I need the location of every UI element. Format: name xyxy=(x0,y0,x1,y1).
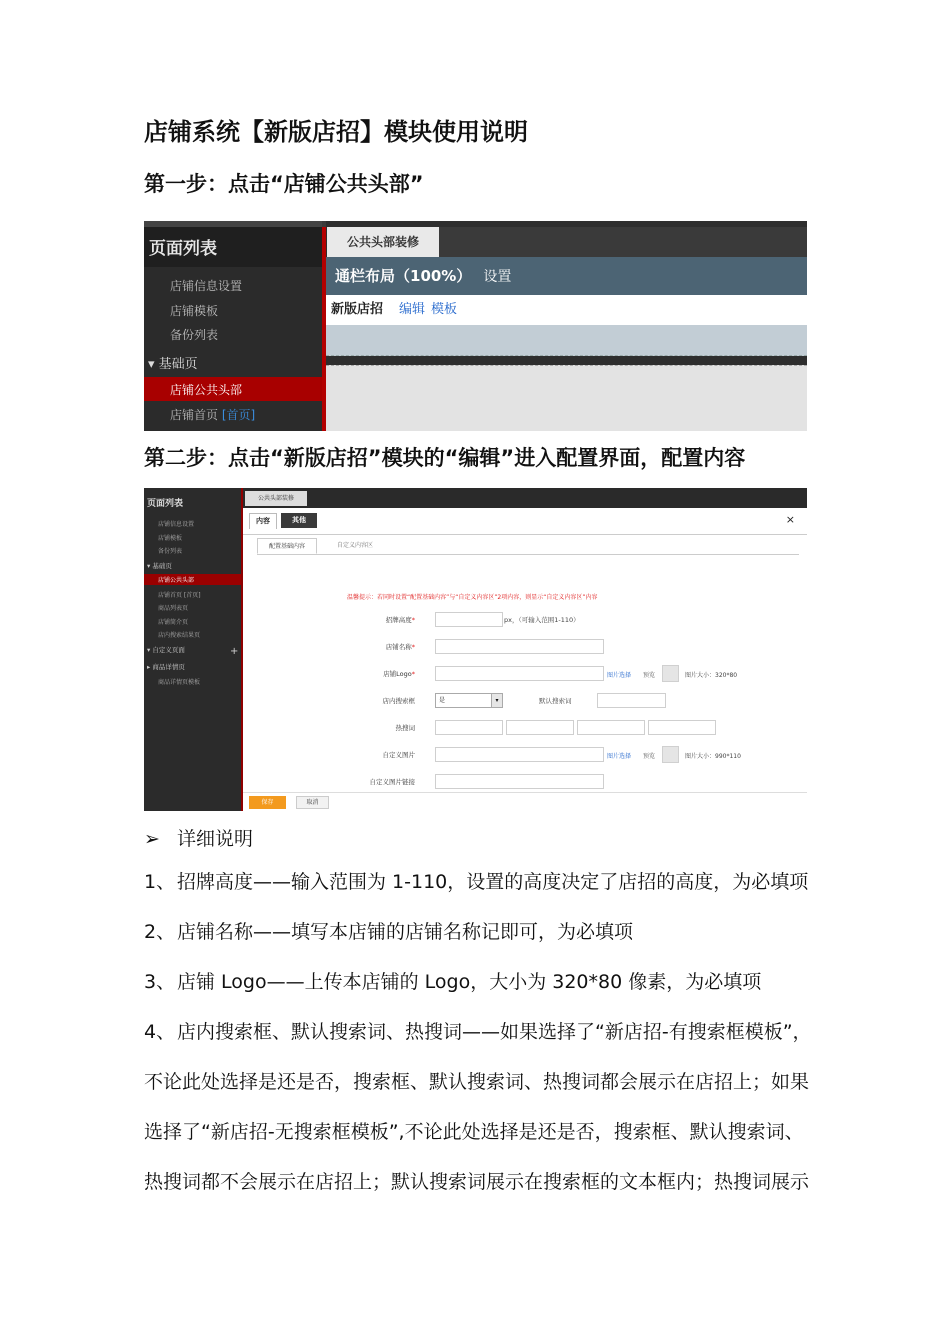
detail-item-1 xyxy=(144,870,808,894)
custom-preview-label: 预览 xyxy=(643,753,656,760)
search-box-select[interactable] xyxy=(435,693,503,708)
sidebar-item-label: 店铺公共头部 xyxy=(170,383,243,397)
module-template-link[interactable]: 模板 xyxy=(431,302,458,317)
custom-size-hint: 图片大小：990*110 xyxy=(685,753,741,760)
layout-band-title: 通栏布局（100%） xyxy=(335,267,472,285)
detail-item-4 xyxy=(144,1020,812,1044)
item-text: 店铺名称——填写本店铺的店铺名称记即可，为必填项 xyxy=(177,921,634,943)
config-subtabs xyxy=(257,538,799,555)
hot-keyword-input-1[interactable] xyxy=(435,720,503,735)
step1-heading: 第一步：点击“店铺公共头部” xyxy=(144,172,424,196)
sidebar-group-label: 基础页 xyxy=(158,357,198,372)
tab-strip xyxy=(439,227,807,257)
detail-item-4-line4: 热搜词都不会展示在店招上；默认搜索词展示在搜索框的文本框内；热搜词展示 xyxy=(144,1171,810,1193)
sidebar-item-label: 店铺公共头部 xyxy=(158,577,195,584)
sidebar-group-label: 自定义页面 xyxy=(152,646,185,654)
caret-down-icon: ▾ xyxy=(148,357,155,372)
detail-item-2 xyxy=(144,920,633,944)
detail-heading-text: 详细说明 xyxy=(177,828,254,850)
hot-keyword-input-2[interactable] xyxy=(506,720,574,735)
logo-preview-label: 预览 xyxy=(643,672,656,679)
logo-image-picker[interactable]: 图片选择 xyxy=(607,672,632,679)
logo-preview-thumb xyxy=(662,665,679,682)
sidebar-item[interactable]: 备份列表 xyxy=(158,548,183,555)
screenshot-step1 xyxy=(144,221,807,431)
module-row xyxy=(326,295,807,325)
sidebar-item[interactable]: 店内搜索结果页 xyxy=(158,632,201,639)
cancel-button[interactable]: 取消 xyxy=(296,796,329,809)
logo-size-hint: 图片大小：320*80 xyxy=(685,672,738,679)
label-search-box: 店内搜索框 xyxy=(382,697,415,705)
item-text: 店内搜索框、默认搜索词、热搜词——如果选择了“新店招-有搜索框模板”， xyxy=(177,1021,812,1043)
sidebar-item-shop-template[interactable]: 店铺模板 xyxy=(170,304,219,318)
shop-name-input[interactable] xyxy=(435,639,604,654)
subtab-custom-area[interactable]: 自定义内容区 xyxy=(336,542,373,549)
item-number: 1、 xyxy=(144,871,176,893)
empty-drop-area xyxy=(326,365,807,431)
label-shop-name: 店铺名称* xyxy=(385,643,415,651)
detail-item-4-line3: 选择了“新店招-无搜索框模板”,不论此处选择是还是否，搜索框、默认搜索词、 xyxy=(144,1121,804,1143)
sidebar-group-basic[interactable] xyxy=(148,353,198,372)
sidebar-group-label: 基础页 xyxy=(152,562,172,570)
sidebar-item-public-header[interactable] xyxy=(144,574,241,585)
item-text: 招牌高度——输入范围为 1-110，设置的高度决定了店招的高度，为必填项 xyxy=(177,871,809,893)
module-edit-link[interactable]: 编辑 xyxy=(399,302,426,317)
sidebar-item[interactable]: 店铺信息设置 xyxy=(158,521,195,528)
sidebar-item[interactable]: 店铺模板 xyxy=(158,535,183,542)
custom-link-input[interactable] xyxy=(435,774,604,789)
editor-area xyxy=(326,221,807,431)
sidebar-group-label: 商品详情页 xyxy=(152,663,185,671)
custom-image-picker[interactable]: 图片选择 xyxy=(607,753,632,760)
label-shop-logo: 店铺Logo* xyxy=(383,670,415,678)
module-name: 新版店招 xyxy=(331,302,384,317)
search-box-value: 是 xyxy=(439,697,446,704)
sidebar-title: 页面列表 xyxy=(147,499,184,509)
subtab-basic-content[interactable]: 配置基础内容 xyxy=(257,538,317,554)
layout-band xyxy=(326,257,807,295)
item-number: 2、 xyxy=(144,921,176,943)
sidebar-item[interactable]: 店铺首页 [首页] xyxy=(158,592,201,599)
item-number: 3、 xyxy=(144,971,176,993)
tab-public-header[interactable]: 公共头部装修 xyxy=(327,227,439,257)
sidebar-item-shop-home[interactable] xyxy=(170,406,255,423)
module-preview-band xyxy=(326,325,807,356)
shop-logo-input[interactable] xyxy=(435,666,604,681)
label-custom-link: 自定义图片链接 xyxy=(369,778,415,786)
sidebar-title: 页面列表 xyxy=(144,227,322,267)
sign-height-input[interactable] xyxy=(435,612,503,627)
tab-other[interactable]: 其他 xyxy=(281,513,317,528)
tab-content[interactable]: 内容 xyxy=(249,513,277,529)
home-tag: [首页] xyxy=(221,408,256,422)
tab-public-header[interactable]: 公共头部装修 xyxy=(245,491,307,506)
screenshot-step2 xyxy=(144,488,807,811)
sidebar-item[interactable]: 商品详情页模板 xyxy=(158,679,201,686)
sidebar-item-backup-list[interactable]: 备份列表 xyxy=(170,328,219,342)
sidebar-group-basic[interactable]: ▾ 基础页 xyxy=(147,562,172,570)
sidebar-item-public-header[interactable] xyxy=(144,377,322,401)
page-list-sidebar xyxy=(144,488,241,811)
custom-preview-thumb xyxy=(662,746,679,763)
sidebar-group-custom[interactable]: ▾ 自定义页面 xyxy=(147,646,185,654)
document-title: 店铺系统【新版店招】模块使用说明 xyxy=(144,118,528,146)
add-page-icon[interactable]: + xyxy=(230,646,239,657)
sidebar-group-product[interactable]: ▸ 商品详情页 xyxy=(147,663,185,671)
detail-item-3 xyxy=(144,970,761,994)
detail-item-4-line2: 不论此处选择是还是否，搜索框、默认搜索词、热搜词都会展示在店招上；如果 xyxy=(144,1071,810,1093)
label-hot-keywords: 热搜词 xyxy=(395,724,415,732)
hot-keyword-input-4[interactable] xyxy=(648,720,716,735)
height-hint: px，（可输入范围1-110） xyxy=(504,616,580,624)
sidebar-item-shop-info[interactable]: 店铺信息设置 xyxy=(170,279,243,293)
save-button[interactable]: 保存 xyxy=(249,796,286,809)
custom-image-input[interactable] xyxy=(435,747,604,762)
default-keyword-input[interactable] xyxy=(597,693,666,708)
close-icon[interactable]: × xyxy=(785,513,795,526)
item-text: 店铺 Logo——上传本店铺的 Logo，大小为 320*80 像素，为必填项 xyxy=(177,971,762,993)
detail-heading xyxy=(144,824,253,851)
sidebar-item[interactable]: 店铺简介页 xyxy=(158,619,189,626)
label-custom-image: 自定义图片 xyxy=(382,751,415,759)
page-list-sidebar xyxy=(144,221,322,431)
label-default-keyword: 默认搜索词 xyxy=(539,697,572,705)
module-config-dialog xyxy=(243,508,807,811)
hot-keyword-input-3[interactable] xyxy=(577,720,645,735)
layout-setting-link[interactable]: 设置 xyxy=(483,269,512,285)
dialog-footer xyxy=(243,792,807,811)
sidebar-item[interactable]: 商品列表页 xyxy=(158,605,189,612)
step2-heading: 第二步：点击“新版店招”模块的“编辑”进入配置界面，配置内容 xyxy=(144,446,746,470)
label-sign-height: 招牌高度* xyxy=(385,616,415,624)
arrow-bullet-icon: ➢ xyxy=(144,828,160,850)
item-number: 4、 xyxy=(144,1021,176,1043)
dialog-header xyxy=(243,508,807,535)
sidebar-item-label: 店铺首页 xyxy=(170,408,219,422)
chevron-down-icon: ▾ xyxy=(491,694,502,707)
warning-message: 温馨提示：若同时设置“配置基础内容”与“自定义内容区”2项内容，则显示“自定义内容区”内容 xyxy=(347,594,598,601)
